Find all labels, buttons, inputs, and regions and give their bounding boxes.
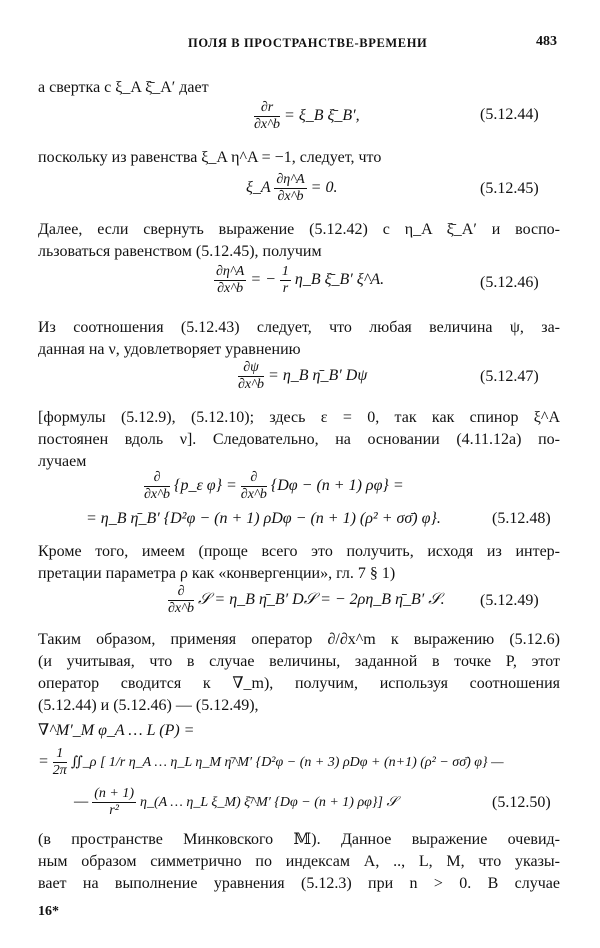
paragraph-line: (и учитывая, что в случае величины, заданной в точке P, этот [38, 653, 560, 670]
equation-5-12-50-line-3: — $\frac{(n + 1)}{\text{r²}}$ η_(A … η_L ξ_M) ξ̄^M′ {Dφ − (n + 1) ρφ}] 𝒮 [74, 786, 398, 818]
paragraph-line: Из соотношения (5.12.43) следует, что любая величина ψ, за- [38, 319, 560, 336]
paragraph-line: лучаем [38, 453, 87, 470]
paragraph-line: претации параметра ρ как «конвергенции», гл. 7 § 1) [38, 565, 396, 582]
paragraph-line: [формулы (5.12.9), (5.12.10); здесь ε = 0, так как спинор ξ^A [38, 409, 560, 426]
paragraph-line: ным образом симметрично по индексам A, .., L, M, что указы- [38, 853, 560, 870]
paragraph-line: (в пространстве Минковского 𝕄). Данное выражение очевид- [38, 831, 560, 848]
equation-5-12-50-line-2: = $\frac{1}{2\pi}$ ∬_ρ [ 1/r η_A … η_L η_M η̄^M′ {D²φ − (n + 3) ρDφ + (n+1) (ρ² − σσ̄) φ} — [38, 746, 504, 778]
paragraph-line: Кроме того, имеем (проще всего это получить, исходя из интер- [38, 543, 560, 560]
paragraph-line: данная на ν, удовлетворяет уравнению [38, 341, 301, 358]
paragraph-line: Таким образом, применяя оператор ∂/∂x^m к выражению (5.12.6) [38, 631, 560, 648]
paragraph-line: вает на выполнение уравнения (5.12.3) при n > 0. В случае [38, 875, 560, 892]
equation-label: (5.12.49) [480, 592, 539, 609]
equation-label: (5.12.48) [492, 510, 551, 527]
printer-signature: 16* [38, 904, 59, 919]
equation-label: (5.12.50) [492, 794, 551, 811]
equation-5-12-49: $\frac{\partial}{\partial x\^{}b}$ 𝒮 = η_B η̄_B′ D𝒮 = − 2ρη_B η̄_B′ 𝒮. [168, 584, 445, 616]
equation-5-12-48-line-1: $\frac{\partial}{\partial x\^{}b}$ {p_ε φ} = $\frac{\partial}{\partial x\^{}b}$ {Dφ − (n + 1) ρφ} = [144, 470, 404, 502]
equation-5-12-45: ξ_A $\frac{\partial\eta\^{}A}{\partial x\^{}b}$ = 0. [246, 172, 338, 204]
equation-label: (5.12.45) [480, 180, 539, 197]
equation-5-12-50-line-1: ∇^M′_M φ_A … L (P) = [38, 722, 195, 739]
paragraph-line: оператор сводится к ∇_m), получим, используя соотношения [38, 675, 560, 692]
page-number: 483 [536, 34, 557, 49]
equation-5-12-47: $\frac{\partial\psi}{\partial x\^{}b}$ = η_B η̄_B′ Dψ [238, 360, 368, 392]
running-title: ПОЛЯ В ПРОСТРАНСТВЕ-ВРЕМЕНИ [188, 36, 428, 50]
paragraph-line: (5.12.44) и (5.12.46) — (5.12.49), [38, 697, 259, 714]
paragraph-line: постоянен вдоль ν]. Следовательно, на основании (4.11.12а) по- [38, 431, 560, 448]
paragraph-line: льзоваться равенством (5.12.45), получим [38, 243, 322, 260]
equation-5-12-44: $\frac{\partial r}{\partial x\^{}b}$ = ξ_B ξ̄_B′, [254, 100, 360, 132]
paragraph-line: поскольку из равенства ξ_A η^A = −1, следует, что [38, 149, 382, 166]
equation-label: (5.12.47) [480, 368, 539, 385]
equation-label: (5.12.46) [480, 274, 539, 291]
equation-5-12-46: $\frac{\partial\eta\^{}A}{\partial x\^{}b}$ = − $\frac{1}{r}$ η_B ξ̄_B′ ξ^A. [216, 264, 385, 296]
paragraph-line: Далее, если свернуть выражение (5.12.42) с η_A ξ̄_A′ и воспо- [38, 221, 560, 238]
equation-label: (5.12.44) [480, 106, 539, 123]
paragraph-line: а свертка с ξ_A ξ̄_A′ дает [38, 79, 209, 96]
equation-5-12-48-line-2: = η_B η̄_B′ {D²φ − (n + 1) ρDφ − (n + 1) (ρ² + σσ̄) φ}. [86, 510, 441, 527]
